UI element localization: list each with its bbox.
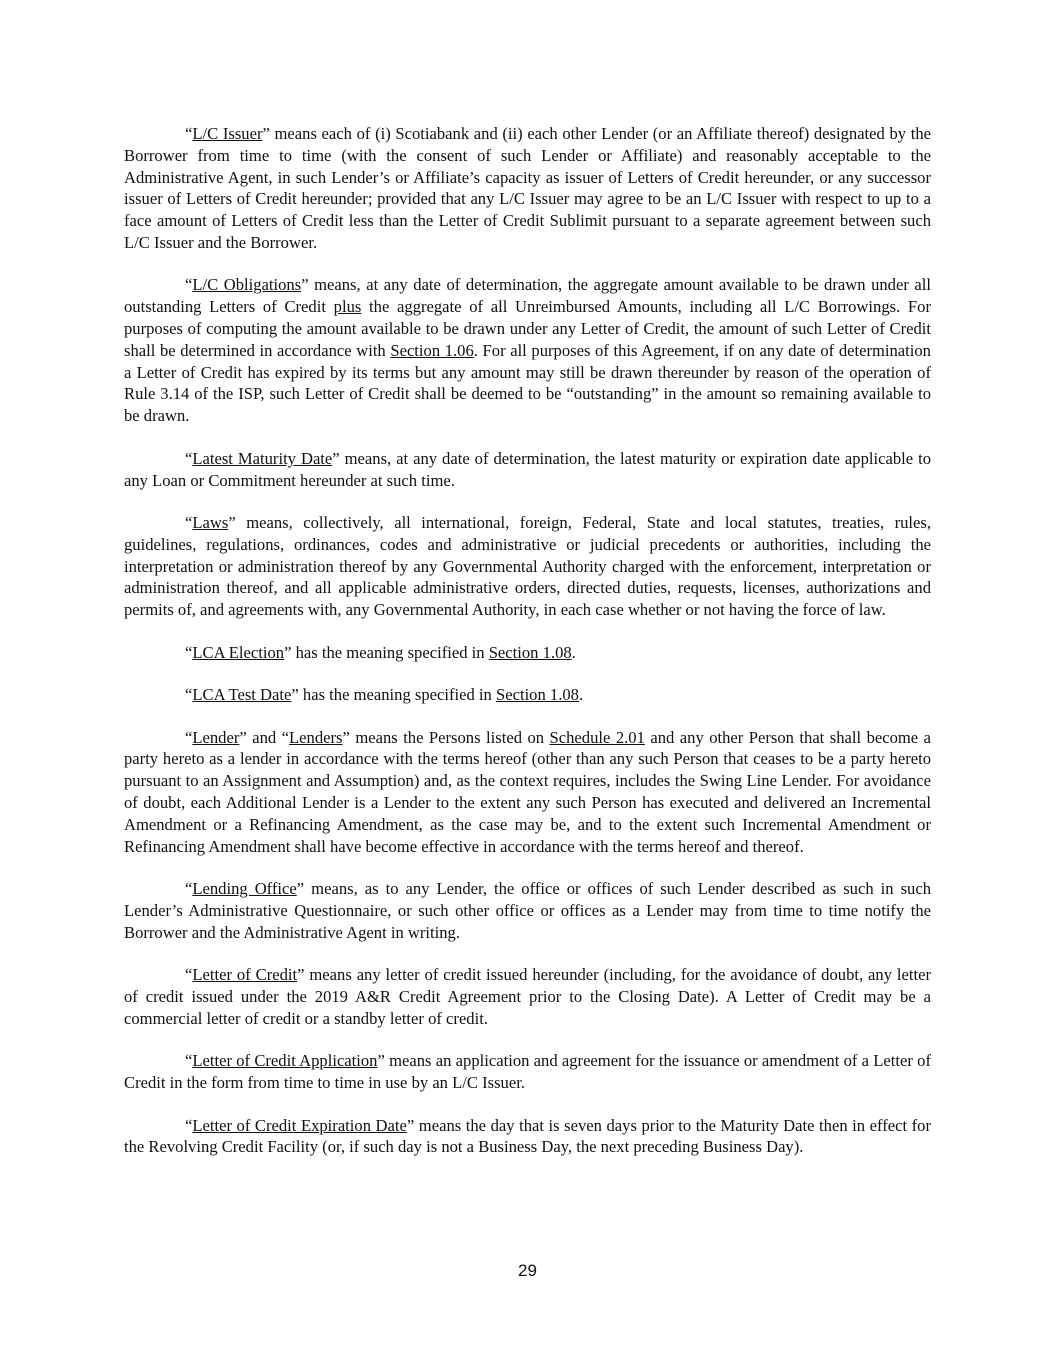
defined-term: LCA Election [192,642,285,662]
defined-term: Lender [192,727,240,747]
definition-letter-of-credit-expiration-date: “Letter of Credit Expiration Date” means the day that is seven days prior to the Maturity Date then in effect for the Revolving Credit Facility (or, if such day is not a Business Day, the next preceding Business Day). [124,1115,931,1157]
definition-text: has the meaning specified in [291,642,489,662]
section-reference: Section 1.08 [496,685,579,705]
definition-text: . [571,642,576,662]
definition-connector: and “ [246,727,290,747]
document-body [124,123,931,1179]
definition-latest-maturity-date: “Latest Maturity Date” means, at any date of determination, the latest maturity or expiration date applicable to any Loan or Commitment hereunder at such time. [124,448,931,490]
definition-text: . For all purposes of this Agreement, if on any date of determination a Letter of Credit has expired by its terms but any amount may still be drawn thereunder by reason of the operation of Rule 3.14 of the ISP, such Letter of Credit shall be deemed to be “outstanding” in the amount so remaining available to be drawn. [124,340,931,426]
defined-term: L/C Issuer [192,124,263,143]
definition-lc-obligations: “L/C Obligations” means, at any date of determination, the aggregate amount available to be drawn under all outstanding Letters of Credit plus the aggregate of all Unreimbursed Amounts, including all L/C Borrowings. For purposes of computing the amount available to be drawn under any Letter of Credit, the amount of such Letter of Credit shall be determined in accordance with Section 1.06. For all purposes of this Agreement, if on any date of determination a Letter of Credit has expired by its terms but any amount may still be drawn thereunder by reason of the operation of Rule 3.14 of the ISP, such Letter of Credit shall be deemed to be “outstanding” in the amount so remaining available to be drawn. [124,275,931,426]
defined-term: LCA Test Date [192,685,292,705]
definition-letter-of-credit: “Letter of Credit” means any letter of credit issued hereunder (including, for the avoidance of doubt, any letter of credit issued under the 2019 A&R Credit Agreement prior to the Closing Date). A Letter of Credit may be a commercial letter of credit or a standby letter of credit. [124,965,931,1028]
definition-lca-election: “LCA Election” has the meaning specified in Section 1.08. [185,642,576,662]
definition-lending-office: “Lending Office” means, as to any Lender, the office or offices of such Lender described as such in such Lender’s Administrative Questionnaire, or such other office or offices as a Lender may from time to time notify the Borrower and the Administrative Agent in writing. [124,879,931,942]
defined-term: Letter of Credit [192,965,298,985]
emphasis-plus: plus [333,297,362,317]
definition-text: means an application and agreement for the issuance or amendment of a Letter of Credit in the form from time to time in use by an L/C Issuer. [124,1051,931,1093]
definition-text: means, at any date of determination, the latest maturity or expiration date applicable to any Loan or Commitment hereunder at such time. [124,448,931,490]
definition-text: the aggregate of all Unreimbursed Amounts, including all L/C Borrowings. For purposes of computing the amount available to be drawn under any Letter of Credit, the amount of such Letter of Credit shall be determined in accordance with [124,297,931,360]
page-number: 29 [518,1261,537,1280]
definition-text: means any letter of credit issued hereunder (including, for the avoidance of doubt, any letter of credit issued under the 2019 A&R Credit Agreement prior to the Closing Date). A Letter of Credit may be a commercial letter of credit or a standby letter of credit. [124,965,931,1028]
definition-lca-test-date: “LCA Test Date” has the meaning specified in Section 1.08. [185,685,584,705]
schedule-reference: Schedule 2.01 [549,727,645,747]
defined-term: Lending Office [192,879,297,899]
definition-letter-of-credit-application: “Letter of Credit Application” means an application and agreement for the issuance or amendment of a Letter of Credit in the form from time to time in use by an L/C Issuer. [124,1051,931,1093]
defined-term: Laws [192,513,229,533]
section-reference: Section 1.06 [390,340,474,360]
definition-lender: “Lender” and “Lenders” means the Persons listed on Schedule 2.01 and any other Person that shall become a party hereto as a lender in accordance with the terms hereof (other than any such Person that ceases to be a party hereto pursuant to an Assignment and Assumption) and, as the context requires, includes the Swing Line Lender. For avoidance of doubt, each Additional Lender is a Lender to the extent any such Person has executed and delivered an Incremental Amendment or a Refinancing Amendment, as the case may be, and to the extent such Incremental Amendment or Refinancing Amendment shall have become effective in accordance with the terms hereof and thereof. [124,727,932,856]
definition-text: means, at any date of determination, the aggregate amount available to be drawn under all outstanding Letters of Credit [124,275,931,317]
defined-term: Letter of Credit Application [192,1051,378,1071]
definition-text: means each of (i) Scotiabank and (ii) each other Lender (or an Affiliate thereof) designated by the Borrower from time to time (with the consent of such Lender or Affiliate) and reasonably acceptable to the Administrative Agent, in such Lender’s or Affiliate’s capacity as issuer of Letters of Credit hereunder, or any successor issuer of Letters of Credit hereunder; provided that any L/C Issuer may agree to be an L/C Issuer with respect to up to a face amount of Letters of Credit less than the Letter of Credit Sublimit pursuant to a separate agreement between such L/C Issuer and the Borrower. [124,124,932,252]
definition-lc-issuer: “L/C Issuer” means each of (i) Scotiabank and (ii) each other Lender (or an Affiliate thereof) designated by the Borrower from time to time (with the consent of such Lender or Affiliate) and reasonably acceptable to the Administrative Agent, in such Lender’s or Affiliate’s capacity as issuer of Letters of Credit hereunder, or any successor issuer of Letters of Credit hereunder; provided that any L/C Issuer may agree to be an L/C Issuer with respect to up to a face amount of Letters of Credit less than the Letter of Credit Sublimit pursuant to a separate agreement between such L/C Issuer and the Borrower. [124,124,932,252]
definition-text: means, collectively, all international, foreign, Federal, State and local statutes, treaties, rules, guidelines, regulations, ordinances, codes and administrative or judicial precedents or authorities, including the interpretation or administration thereof by any Governmental Authority charged with the enforcement, interpretation or administration thereof, and all applicable administrative orders, directed duties, requests, licenses, authorizations and permits of, and agreements with, any Governmental Authority, in each case whether or not having the force of law. [124,513,931,620]
definition-text: has the meaning specified in [298,685,496,705]
definition-text: means the Persons listed on [349,727,550,747]
definition-text: means, as to any Lender, the office or offices of such Lender described as such in such Lender’s Administrative Questionnaire, or such other office or offices as a Lender may from time to time notify the Borrower and the Administrative Agent in writing. [124,879,931,942]
definition-text: and any other Person that shall become a party hereto as a lender in accordance with the terms hereof (other than any such Person that ceases to be a party hereto pursuant to an Assignment and Assumption) and, as the context requires, includes the Swing Line Lender. For avoidance of doubt, each Additional Lender is a Lender to the extent any such Person has executed and delivered an Incremental Amendment or a Refinancing Amendment, as the case may be, and to the extent such Incremental Amendment or Refinancing Amendment shall have become effective in accordance with the terms hereof and thereof. [124,727,932,856]
defined-term: Lenders [289,727,343,747]
definition-text: . [578,685,584,705]
defined-term: L/C Obligations [192,275,302,295]
defined-term: Letter of Credit Expiration Date [192,1115,407,1135]
definition-laws: “Laws” means, collectively, all international, foreign, Federal, State and local statutes, treaties, rules, guidelines, regulations, ordinances, codes and administrative or judicial precedents or authorities, including the interpretation or administration thereof by any Governmental Authority charged with the enforcement, interpretation or administration thereof, and all applicable administrative orders, directed duties, requests, licenses, authorizations and permits of, and agreements with, any Governmental Authority, in each case whether or not having the force of law. [124,513,931,620]
definition-text: means the day that is seven days prior to the Maturity Date then in effect for the Revolving Credit Facility (or, if such day is not a Business Day, the next preceding Business Day). [124,1115,931,1157]
section-reference: Section 1.08 [488,642,572,662]
defined-term: Latest Maturity Date [192,448,333,468]
